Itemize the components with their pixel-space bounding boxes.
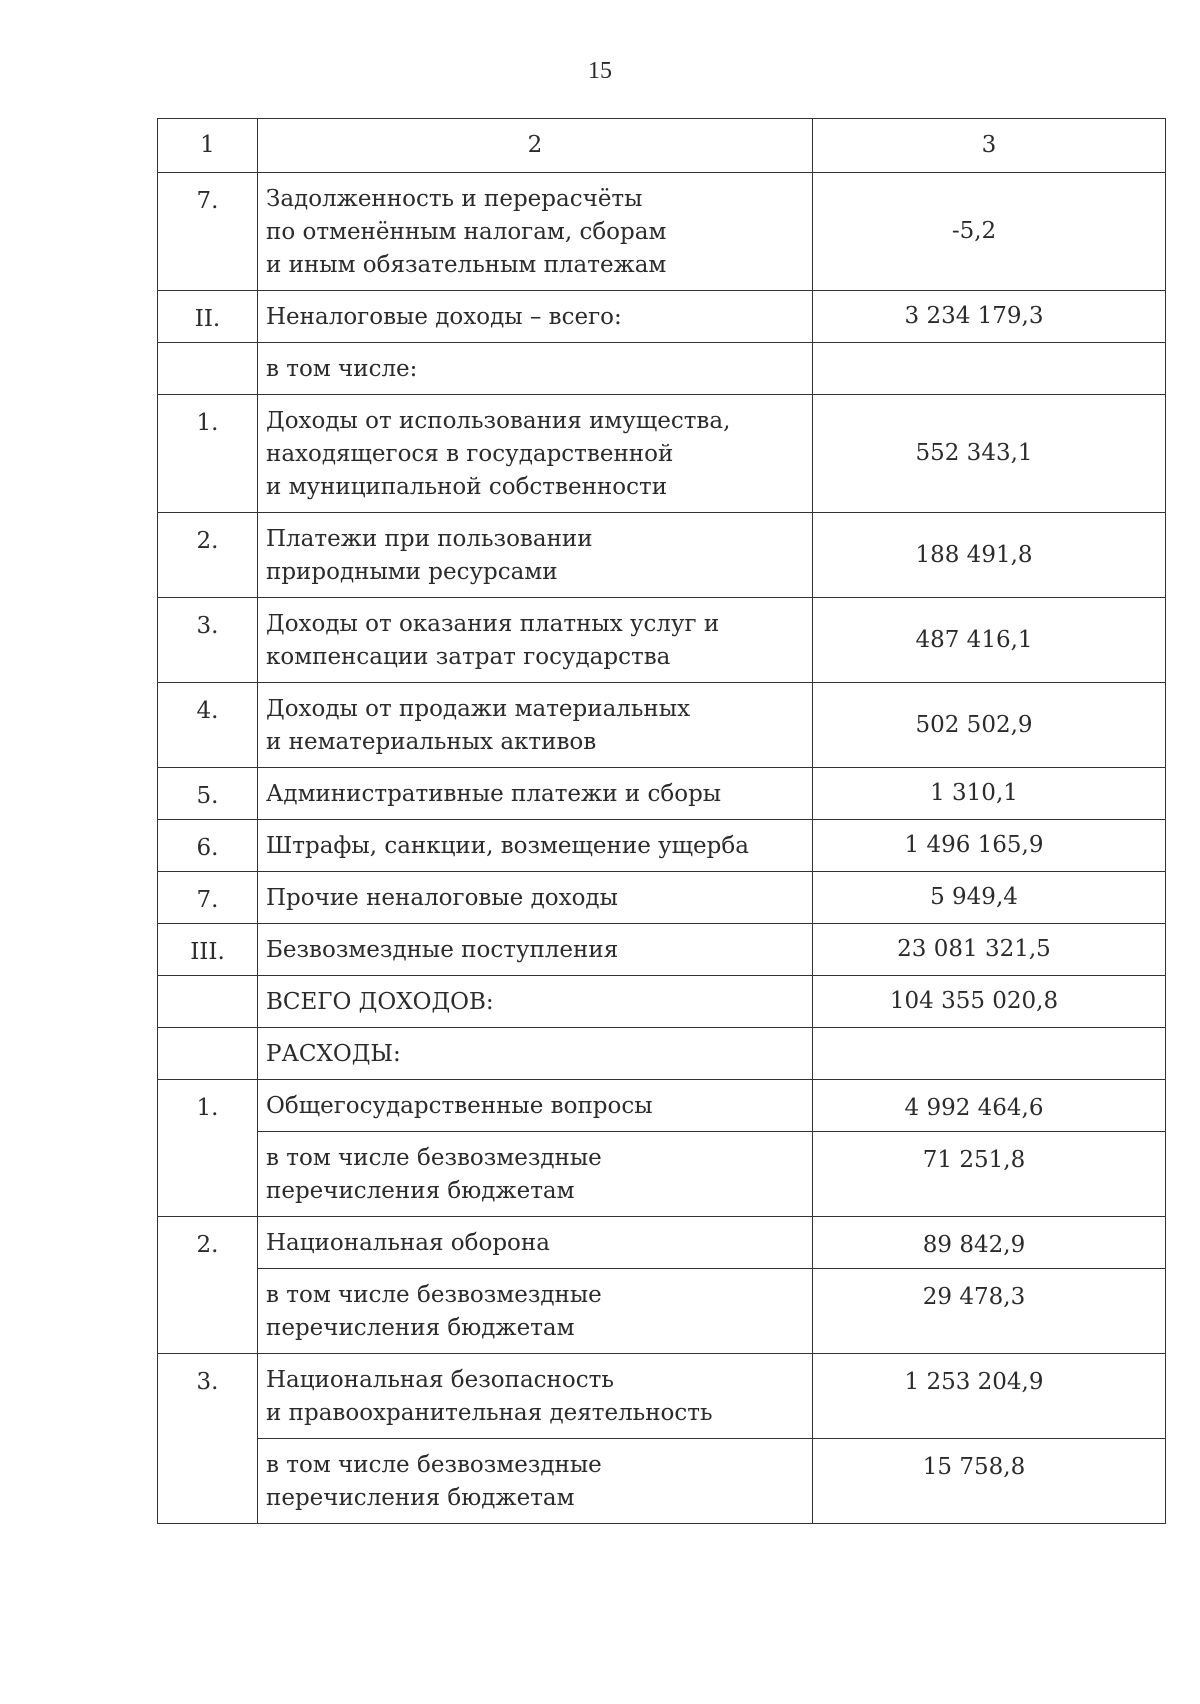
row-value [813,1028,1166,1080]
expense-row [158,1217,1166,1269]
table-row [158,598,1166,683]
page-number: 15 [588,58,612,84]
row-number [158,976,258,1028]
row-label: в том числе: [258,343,813,395]
row-label: Доходы от продажи материальных и нематериальных активов [258,683,813,768]
table-row [158,1028,1166,1080]
expense-row [158,1354,1166,1439]
row-label: РАСХОДЫ: [258,1028,813,1080]
row-value: 5 949,4 [813,872,1166,924]
row-value: -5,2 [813,173,1166,291]
header-col-3: 3 [813,119,1166,173]
row-number: 3. [158,598,258,683]
expense-subrow [158,1269,1166,1354]
row-number: 7. [158,173,258,291]
row-value: 23 081 321,5 [813,924,1166,976]
expense-number: 2. [158,1217,258,1354]
table-row [158,768,1166,820]
row-label: Прочие неналоговые доходы [258,872,813,924]
row-number: 2. [158,513,258,598]
row-value: 1 496 165,9 [813,820,1166,872]
row-number: 5. [158,768,258,820]
row-label: Штрафы, санкции, возмещение ущерба [258,820,813,872]
row-label: ВСЕГО ДОХОДОВ: [258,976,813,1028]
row-number: II. [158,291,258,343]
expense-sub-label: в том числе безвозмездные перечисления бюджетам [258,1269,813,1354]
row-number [158,343,258,395]
row-label: Доходы от использования имущества, находящегося в государственной и муниципальной собственности [258,395,813,513]
expense-row [158,1080,1166,1132]
row-label: Административные платежи и сборы [258,768,813,820]
row-number [158,1028,258,1080]
expense-sub-value: 15 758,8 [813,1439,1166,1524]
expense-sub-value: 71 251,8 [813,1132,1166,1217]
row-value: 188 491,8 [813,513,1166,598]
expense-value: 89 842,9 [813,1217,1166,1269]
expense-label: Национальная безопасность и правоохранительная деятельность [258,1354,813,1439]
row-label: Задолженность и перерасчёты по отменённым налогам, сборам и иным обязательным платежам [258,173,813,291]
table-row [158,820,1166,872]
row-value: 1 310,1 [813,768,1166,820]
row-label: Безвозмездные поступления [258,924,813,976]
row-label: Платежи при пользовании природными ресурсами [258,513,813,598]
row-value: 487 416,1 [813,598,1166,683]
table-row [158,872,1166,924]
expense-sub-label: в том числе безвозмездные перечисления бюджетам [258,1439,813,1524]
row-number: 7. [158,872,258,924]
row-number: 1. [158,395,258,513]
row-label: Неналоговые доходы – всего: [258,291,813,343]
row-value: 552 343,1 [813,395,1166,513]
expense-sub-value: 29 478,3 [813,1269,1166,1354]
row-number: 6. [158,820,258,872]
row-number: III. [158,924,258,976]
budget-table [157,118,1166,1524]
expense-sub-label: в том числе безвозмездные перечисления бюджетам [258,1132,813,1217]
expense-label: Общегосударственные вопросы [258,1080,813,1132]
expense-label: Национальная оборона [258,1217,813,1269]
expense-number: 3. [158,1354,258,1524]
expense-value: 4 992 464,6 [813,1080,1166,1132]
table-row [158,976,1166,1028]
row-label: Доходы от оказания платных услуг и компенсации затрат государства [258,598,813,683]
table-header-row [158,119,1166,173]
row-value: 104 355 020,8 [813,976,1166,1028]
header-col-2: 2 [258,119,813,173]
header-col-1: 1 [158,119,258,173]
table-row [158,924,1166,976]
expense-value: 1 253 204,9 [813,1354,1166,1439]
table-row [158,343,1166,395]
row-number: 4. [158,683,258,768]
row-value: 3 234 179,3 [813,291,1166,343]
table-row [158,291,1166,343]
expense-number: 1. [158,1080,258,1217]
table-row [158,683,1166,768]
row-value: 502 502,9 [813,683,1166,768]
table-row [158,395,1166,513]
expense-subrow [158,1439,1166,1524]
expense-subrow [158,1132,1166,1217]
table-row [158,513,1166,598]
row-value [813,343,1166,395]
table-row [158,173,1166,291]
